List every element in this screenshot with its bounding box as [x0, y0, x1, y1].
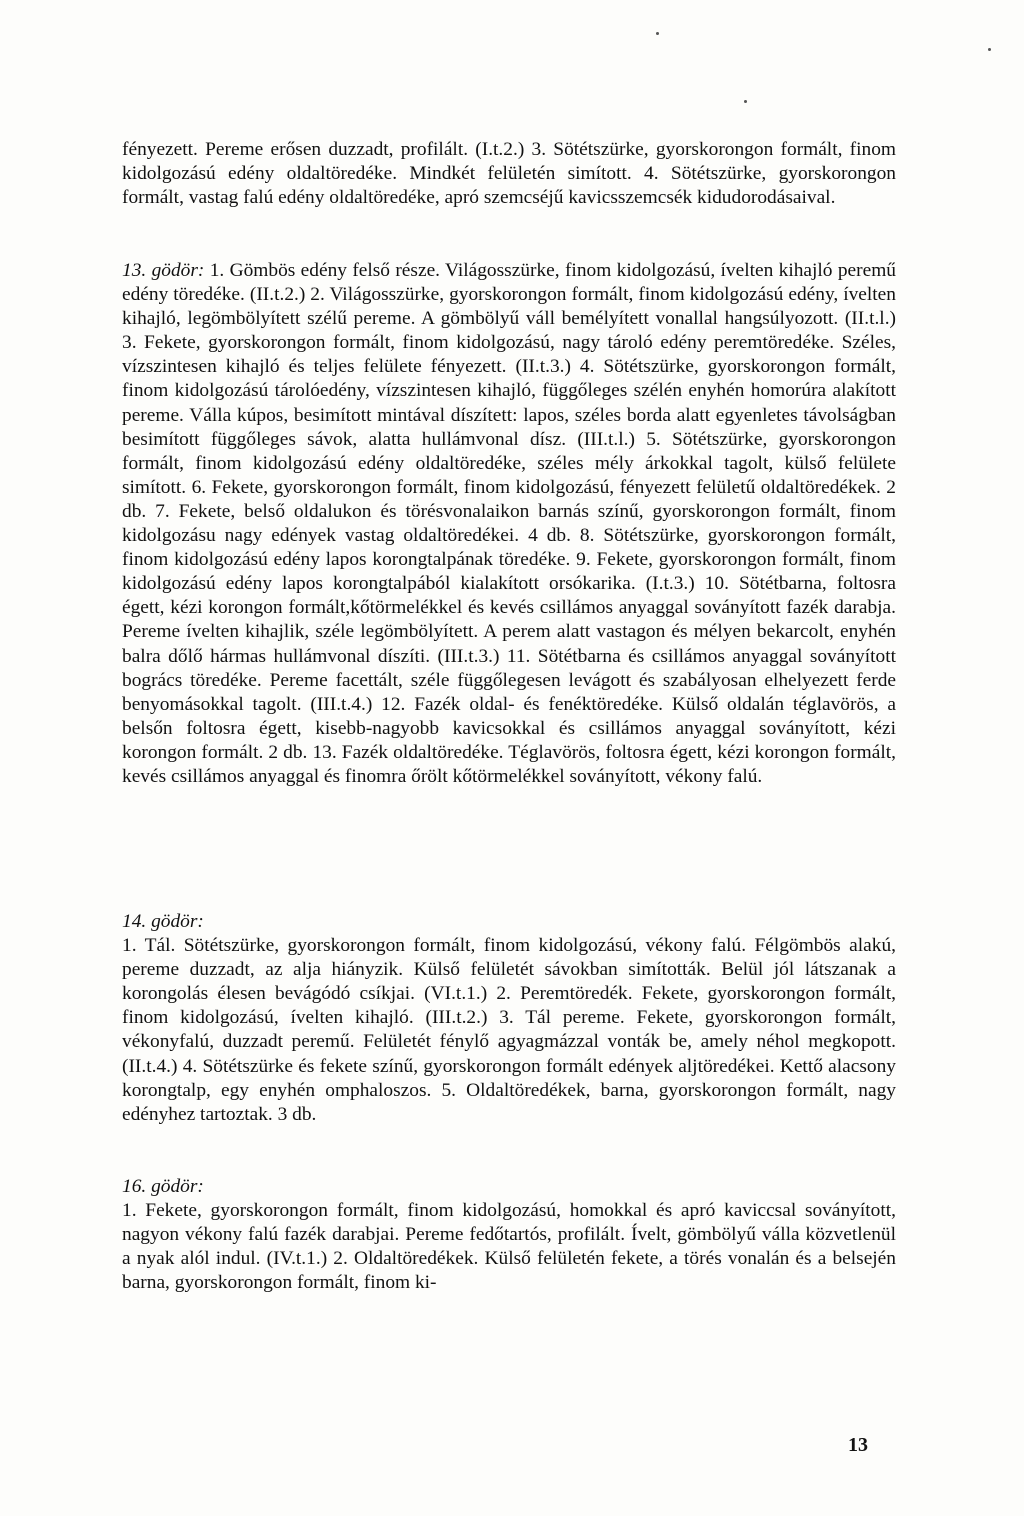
- section-13-godor: [122, 259, 896, 789]
- page-number: 13: [848, 1434, 868, 1456]
- paragraph-text: fényezett. Pereme erősen duzzadt, profilált. (I.t.2.) 3. Sötétszürke, gyorskorongon formált, finom kidolgozású edény oldaltöredéke. Mindkét felületén simított. 4. Sötétszürke, gyorskorongon formált, vastag falú edény oldaltöredéke, apró szemcséjű kavicsszemcsék kidudorodásaival.: [122, 139, 896, 209]
- section-heading: 16. gödör:: [122, 1176, 204, 1197]
- scan-speck: [988, 48, 991, 51]
- scan-speck: [656, 32, 659, 35]
- paragraph: [122, 259, 896, 789]
- paragraph-continuation: [122, 138, 896, 210]
- scan-speck: [744, 100, 747, 103]
- section-16-godor: [122, 1175, 896, 1295]
- paragraph-text: 1. Tál. Sötétszürke, gyorskorongon formált, finom kidolgozású, vékony falú. Félgömbös alakú, pereme duzzadt, az alja hiányzik. Külső felületét sávokban simították. Belül jól látszanak a korongolás élesen bevágódó csíkjai. (VI.t.1.) 2. Peremtöredék. Fekete, gyorskorongon formált, finom kidolgozású, ívelten kihajló. (III.t.2.) 3. Tál pereme. Fekete, gyorskorongon formált, vékonyfalú, duzzadt peremű. Felületét fénylő agyagmázzal vonták be, amely néhol megkopott. (II.t.4.) 4. Sötétszürke és fekete színű, gyorskorongon formált edények aljtöredékei. Kettő alacsony korongtalp, egy enyhén omphaloszos. 5. Oldaltöredékek, barna, gyorskorongon formált, nagy edényhez tartoztak. 3 db.: [122, 935, 896, 1125]
- paragraph-text: 1. Fekete, gyorskorongon formált, finom kidolgozású, homokkal és apró kaviccsal soványított, nagyon vékony falú fazék darabjai. Pereme fedőtartós, profilált. Ívelt, gömbölyű válla közvetlenül a nyak alól indul. (IV.t.1.) 2. Oldaltöredékek. Külső felületén fekete, a törés vonalán és a belsején barna, gyorskorongon formált, finom ki-: [122, 1200, 896, 1294]
- section-heading: 13. gödör:: [122, 260, 205, 281]
- paragraph-text: 1. Gömbös edény felső része. Világosszürke, finom kidolgozású, ívelten kihajló peremű edény töredéke. (II.t.2.) 2. Világosszürke, gyorskorongon formált, finom kidolgozású edény, ívelten kihajló, legömbölyített szélű pereme. A gömbölyű váll bemélyített vonallal hangsúlyozott. (II.t.l.) 3. Fekete, gyorskorongon formált, finom kidolgozású, nagy tároló edény peremtöredéke. Széles, vízszintesen kihajló és teljes felülete fényezett. (II.t.3.) 4. Sötétszürke, gyorskorongon formált, finom kidolgozású tárolóedény, vízszintesen kihajló, függőleges szélén enyhén homorúra alakított pereme. Válla kúpos, besimított mintával díszített: lapos, széles borda alatt egyenletes távolságban besimított függőleges sávok, alatta hullámvonal dísz. (III.t.l.) 5. Sötétszürke, gyorskorongon formált, finom kidolgozású edény oldaltöredéke, széles mély árkokkal tagolt, külső felülete simított. 6. Fekete, gyorskorongon formált, finom kidolgozású, fényezett felületű oldaltöredékek. 2 db. 7. Fekete, belső oldalukon és törésvonalaikon barnás színű, gyorskorongon formált, finom kidolgozásu nagy edények vastag oldaltöredékei. 4 db. 8. Sötétszürke, gyorskorongon formált, finom kidolgozású edény lapos korongtalpának töredéke. 9. Fekete, gyorskorongon formált, finom kidolgozású edény lapos korongtalpából kialakított orsókarika. (I.t.3.) 10. Sötétbarna, foltosra égett, kézi korongon formált,kőtörmelékkel és kevés csillámos anyaggal soványított fazék darabja. Pereme ívelten kihajlik, széle legömbölyített. A perem alatt vastagon és mélyen bekarcolt, enyhén balra dőlő hármas hullámvonal díszíti. (III.t.3.) 11. Sötétbarna és csillámos anyaggal soványított bogrács töredéke. Pereme facettált, széle függőlegesen levágott és szabályosan elhelyezett ferde benyomásokkal tagolt. (III.t.4.) 12. Fazék oldal- és fenéktöredéke. Külső oldalán téglavörös, a belsőn foltosra égett, kisebb-nagyobb kavicsokkal és csillámos anyaggal soványított, kézi korongon formált. 2 db. 13. Fazék oldaltöredéke. Téglavörös, foltosra égett, kézi korongon formált, kevés csillámos anyaggal és finomra őrölt kőtörmelékkel soványított, vékony falú.: [122, 260, 896, 787]
- section-heading: 14. gödör:: [122, 911, 204, 932]
- section-14-godor: [122, 910, 896, 1127]
